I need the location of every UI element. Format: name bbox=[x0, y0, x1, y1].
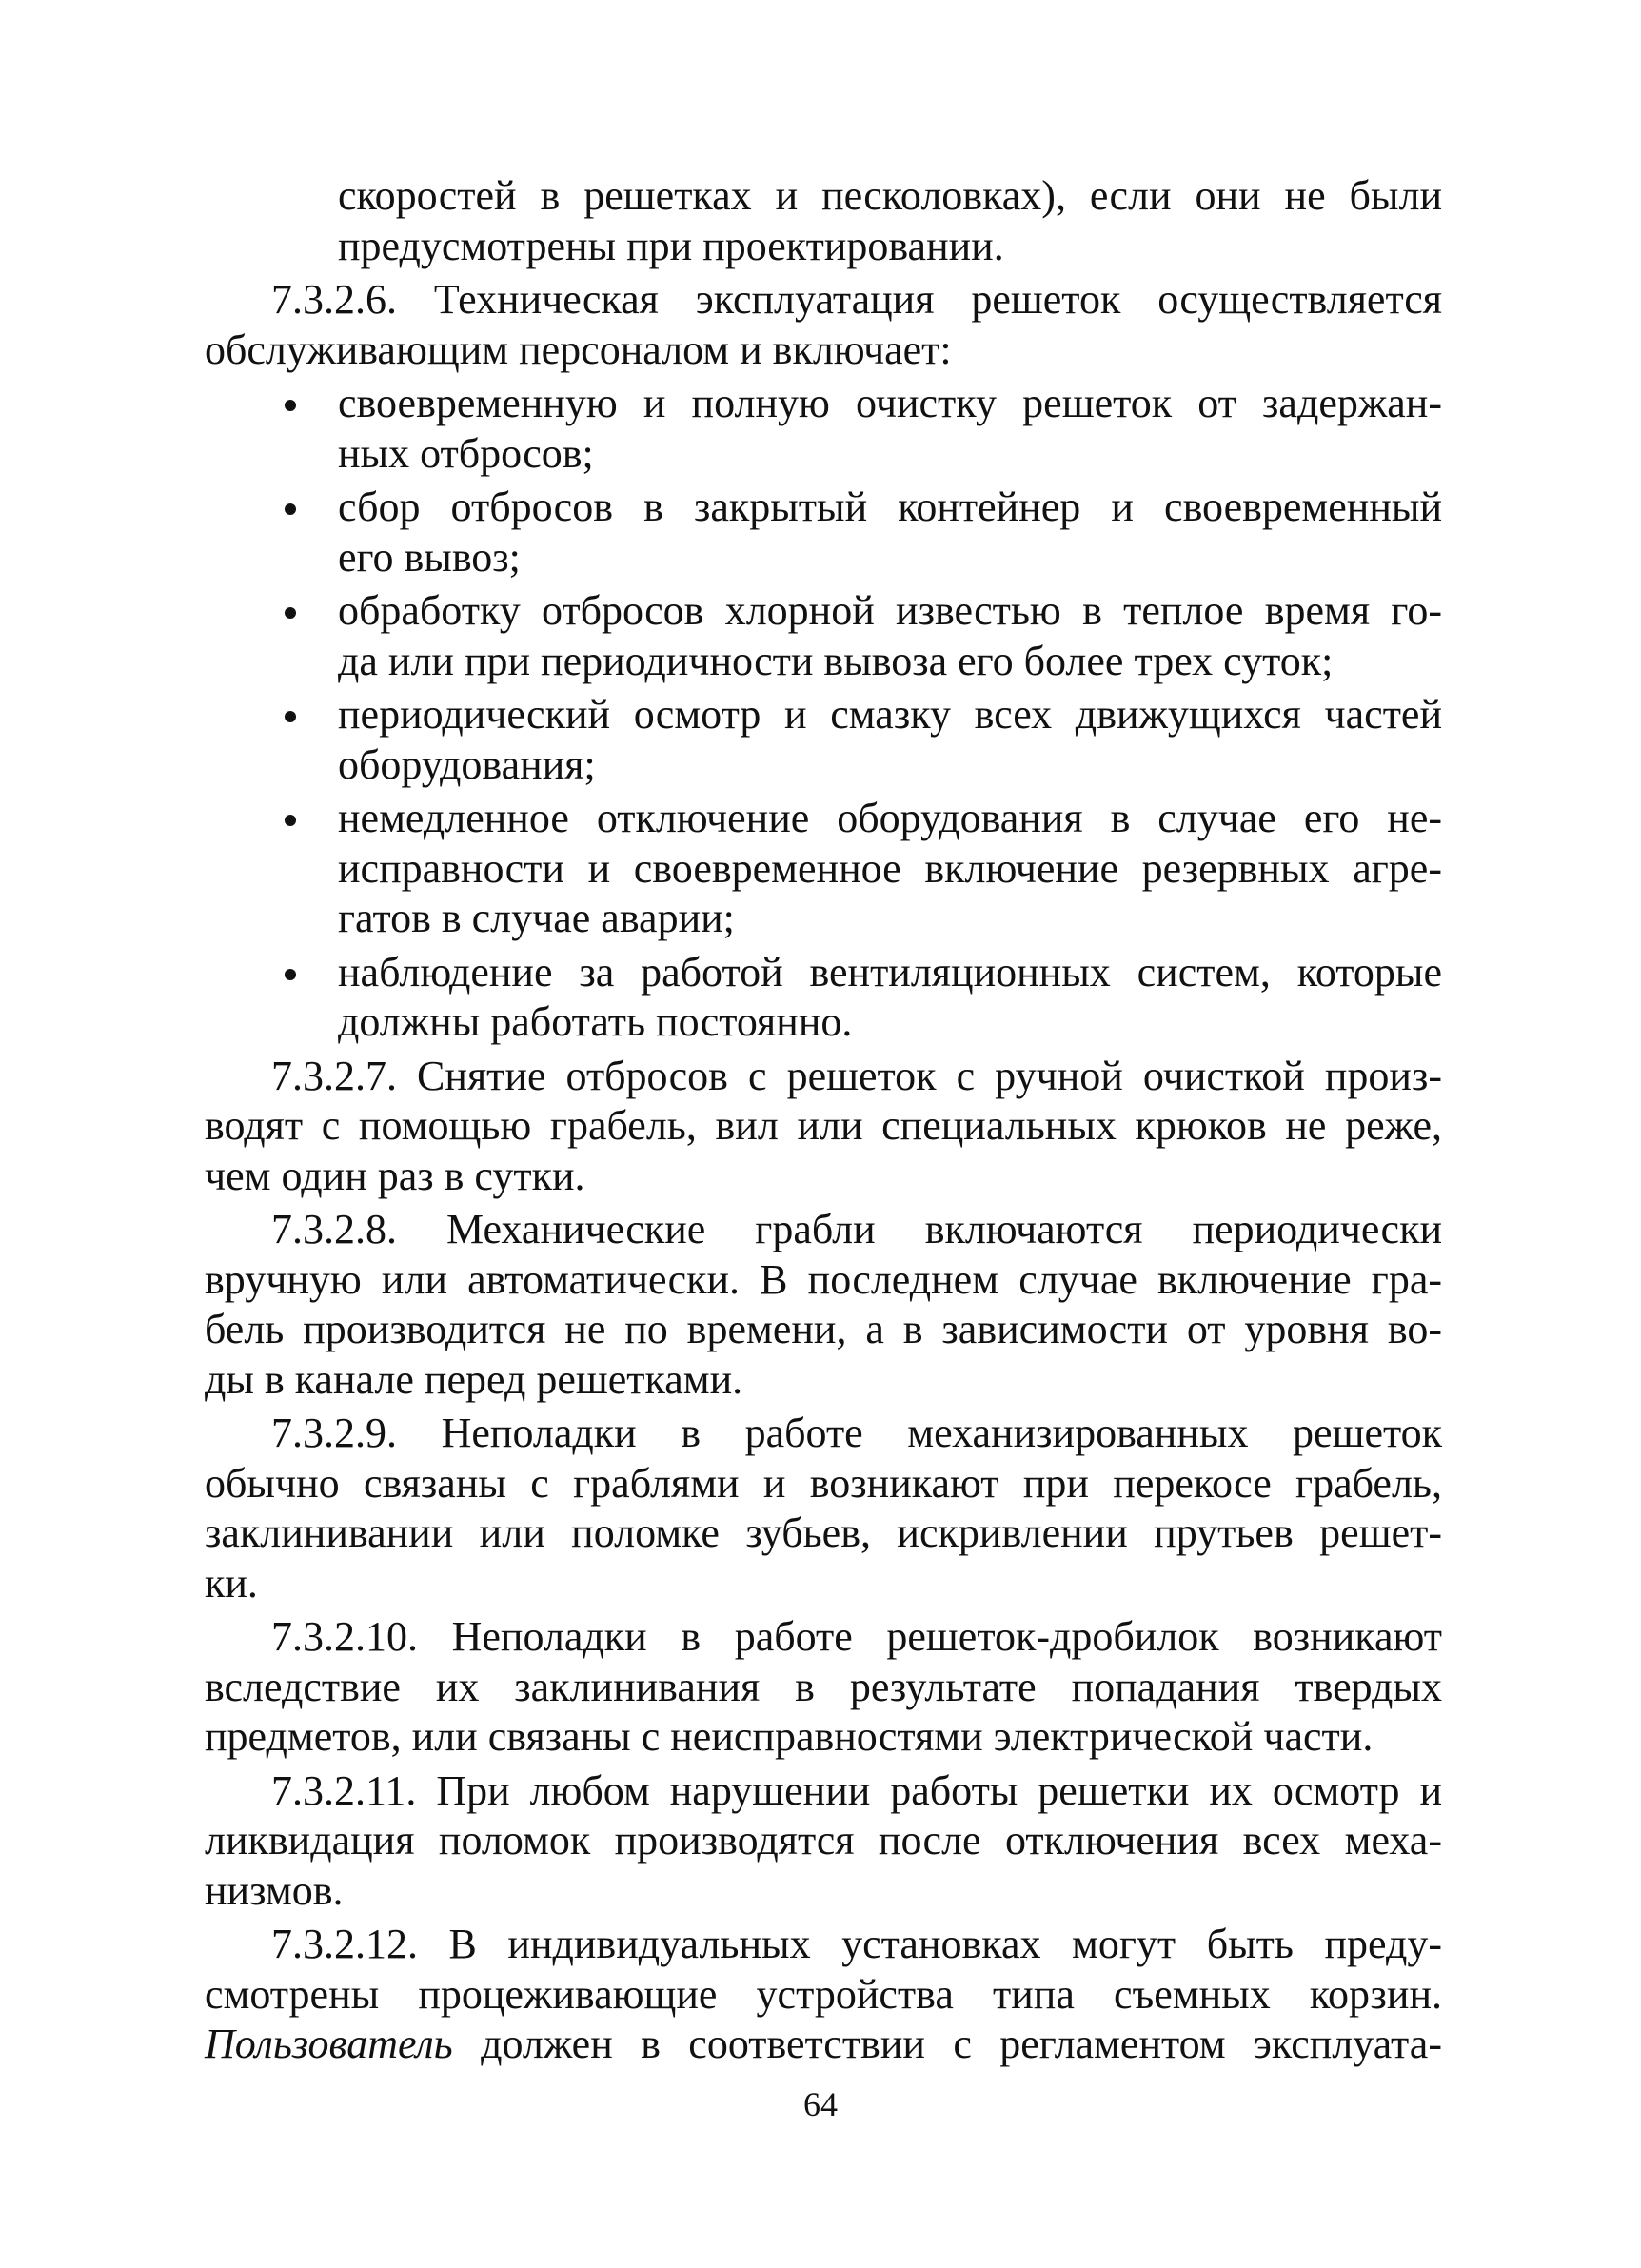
paragraph-7-3-2-6 bbox=[205, 275, 1442, 375]
text-line: сбор отбросов в закрытый контейнер и своевременный bbox=[338, 483, 1442, 530]
text-line: оборудования; bbox=[338, 740, 596, 788]
text-line: его вывоз; bbox=[338, 533, 521, 581]
paragraph-7-3-2-10 bbox=[205, 1612, 1442, 1763]
text-line: смотрены процеживающие устройства типа съемных корзин. bbox=[205, 1970, 1442, 2018]
text-line: заклинивании или поломке зубьев, искривлении прутьев решет- bbox=[205, 1509, 1442, 1556]
bullet-icon bbox=[285, 711, 296, 722]
text-line: скоростей в решетках и песколовках), если они не были bbox=[338, 172, 1442, 219]
text-line: водят с помощью грабель, вил или специальных крюков не реже, bbox=[205, 1102, 1442, 1149]
text-line: 7.3.2.11. При любом нарушении работы решетки их осмотр и bbox=[271, 1766, 1442, 1814]
bullet-icon bbox=[285, 400, 296, 411]
text-line: предусмотрены при проектировании. bbox=[338, 222, 1004, 269]
text-line: обычно связаны с граблями и возникают при перекосе грабель, bbox=[205, 1459, 1442, 1507]
text-line: наблюдение за работой вентиляционных систем, которые bbox=[338, 948, 1442, 996]
text-line: исправности и своевременное включение резервных агре- bbox=[338, 844, 1442, 892]
text-line: предметов, или связаны с неисправностями электрической части. bbox=[205, 1713, 1374, 1760]
paragraph-continuation bbox=[205, 171, 1442, 271]
text-line: периодический осмотр и смазку всех движущихся частей bbox=[338, 691, 1442, 738]
text-line: ки. bbox=[205, 1559, 258, 1607]
body-text bbox=[205, 171, 1442, 2070]
list-item bbox=[205, 794, 1442, 944]
text-line: 7.3.2.6. Техническая эксплуатация решеток осуществляется bbox=[271, 276, 1442, 323]
paragraph-7-3-2-11 bbox=[205, 1766, 1442, 1917]
paragraph-7-3-2-12 bbox=[205, 1920, 1442, 2070]
text-line: обработку отбросов хлорной известью в теплое время го- bbox=[338, 587, 1442, 634]
list-item bbox=[205, 483, 1442, 582]
text-line: должны работать постоянно. bbox=[338, 998, 853, 1045]
list-item bbox=[205, 379, 1442, 479]
text-line: ды в канале перед решетками. bbox=[205, 1355, 743, 1403]
text-line: 7.3.2.12. В индивидуальных установках могут быть преду- bbox=[271, 1921, 1442, 1967]
bullet-icon bbox=[285, 503, 296, 515]
italic-term: Пользователь bbox=[205, 2021, 453, 2067]
bullet-icon bbox=[285, 815, 296, 826]
text-line: низмов. bbox=[205, 1866, 344, 1914]
paragraph-7-3-2-7 bbox=[205, 1052, 1442, 1202]
text-line: чем один раз в сутки. bbox=[205, 1152, 585, 1199]
text-line: гатов в случае аварии; bbox=[338, 895, 735, 941]
list-item bbox=[205, 586, 1442, 686]
text-line-mixed bbox=[205, 2020, 1442, 2070]
text-line: вследствие их заклинивания в результате попадания твердых bbox=[205, 1663, 1442, 1710]
text-line: ликвидация поломок производятся после отключения всех меха- bbox=[205, 1817, 1442, 1864]
list-item bbox=[205, 948, 1442, 1048]
text-fragment: должен в соответствии с регламентом эксплуата- bbox=[452, 2021, 1442, 2067]
bullet-icon bbox=[285, 607, 296, 619]
text-line: бель производится не по времени, а в зависимости от уровня во- bbox=[205, 1306, 1442, 1352]
text-line: вручную или автоматически. В последнем случае включение гра- bbox=[205, 1255, 1442, 1303]
text-line: да или при периодичности вывоза его более трех суток; bbox=[338, 637, 1334, 684]
bullet-icon bbox=[285, 969, 296, 980]
text-line: 7.3.2.7. Снятие отбросов с решеток с ручной очисткой произ- bbox=[271, 1052, 1442, 1099]
paragraph-7-3-2-9 bbox=[205, 1409, 1442, 1608]
list-item bbox=[205, 690, 1442, 790]
bullet-list bbox=[205, 379, 1442, 1048]
text-line: своевременную и полную очистку решеток от задержан- bbox=[338, 380, 1442, 426]
paragraph-7-3-2-8 bbox=[205, 1205, 1442, 1405]
text-line: 7.3.2.9. Неполадки в работе механизированных решеток bbox=[271, 1410, 1442, 1456]
text-line: 7.3.2.10. Неполадки в работе решеток-дробилок возникают bbox=[271, 1613, 1442, 1660]
text-line: немедленное отключение оборудования в случае его не- bbox=[338, 795, 1442, 841]
page-number: 64 bbox=[803, 2085, 838, 2123]
text-line: ных отбросов; bbox=[338, 429, 594, 477]
text-line: 7.3.2.8. Механические грабли включаются периодически bbox=[271, 1206, 1442, 1252]
text-line: обслуживающим персоналом и включает: bbox=[205, 325, 952, 373]
